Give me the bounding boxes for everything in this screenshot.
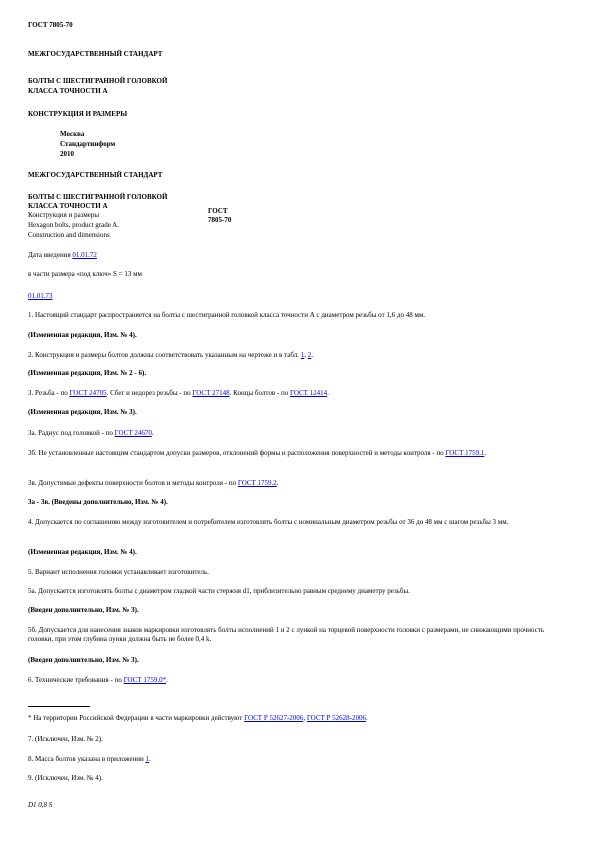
gost-1759-0-link[interactable]: ГОСТ 1759.0* — [123, 676, 167, 684]
paragraph-3-note: (Измененная редакция, Изм. № 3). — [28, 408, 137, 416]
paragraph-3a: 3а. Радиус под головкой - по ГОСТ 24670. — [28, 429, 154, 437]
paragraph-1: 1. Настоящий стандарт распространяется на болты с шестигранной головкой класса точности А с диаметром резьбы от 1,6 до 48 мм. — [28, 311, 426, 319]
gost-1759-2-link[interactable]: ГОСТ 1759.2 — [237, 479, 277, 487]
paragraph-5b-note: (Введен дополнительно, Изм. № 3). — [28, 656, 139, 664]
intro-date-link[interactable]: 01.01.72 — [72, 251, 97, 259]
paragraph-2-note: (Измененная редакция, Изм. № 2 - 6). — [28, 369, 147, 377]
intro-date — [28, 251, 97, 260]
year: 2010 — [60, 150, 74, 158]
paragraph-5a: 5а. Допускается изготовлять болты с диаметром гладкой части стержня d1, приблизительно равным среднему диаметру резьбы. — [28, 587, 410, 595]
appendix-1-link[interactable]: 1 — [145, 755, 150, 763]
paragraph-4: 4. Допускается по соглашению между изготовителем и потребителем изготовлять болты с номинальным диаметром резьбы от 36 до 48 мм с шагом резьбы 3 мм. — [28, 518, 509, 526]
title-line-1: БОЛТЫ С ШЕСТИГРАННОЙ ГОЛОВКОЙ — [28, 77, 168, 85]
paragraph-6: 6. Технические требования - по ГОСТ 1759.0*. — [28, 676, 168, 684]
gost-number: 7805-70 — [208, 216, 232, 224]
size-note: в части размера «под ключ» S = 13 мм — [28, 270, 142, 278]
city: Москва — [60, 130, 85, 138]
figure-caption: D1 0,8 S — [28, 801, 53, 809]
paragraph-5b: 5б. Допускается для нанесения знаков маркировки изготовлять болты исполнений 1 и 2 с лункой на торцевой поверхности головки с размерами, не снижающими прочность головки, при этом глубина лунки должна быть не более 0,4 k. — [28, 626, 545, 643]
standard-type: МЕЖГОСУДАРСТВЕННЫЙ СТАНДАРТ — [28, 50, 163, 58]
gost-r-52628-link[interactable]: ГОСТ Р 52628-2006 — [306, 714, 366, 722]
table-2-link[interactable]: 2 — [307, 351, 312, 359]
footnote: * На территории Российской Федерации в части маркировки действуют ГОСТ Р 52627-2006, ГОСТ Р 52628-2006. — [28, 714, 368, 722]
paragraph-9: 9. (Исключен, Изм. № 4). — [28, 774, 103, 782]
publisher: Стандартинформ — [60, 140, 116, 148]
gost-24705-link[interactable]: ГОСТ 24705 — [69, 389, 107, 397]
paragraph-8: 8. Масса болтов указана в приложении 1. — [28, 755, 151, 763]
intro-date-label: Дата введения — [28, 251, 73, 259]
gost-24670-link[interactable]: ГОСТ 24670 — [114, 429, 152, 437]
subtitle: КОНСТРУКЦИЯ И РАЗМЕРЫ — [28, 110, 128, 118]
gost-r-52627-link[interactable]: ГОСТ Р 52627-2006 — [244, 714, 304, 722]
title-block-line-3: Конструкция и размеры — [28, 211, 100, 219]
paragraph-3v: 3в. Допустимые дефекты поверхности болтов и методы контроля - по ГОСТ 1759.2. — [28, 479, 279, 487]
paragraph-3b: 3б. Не установленные настоящим стандартом допуски размеров, отклонений формы и расположения поверхностей и методы контроля - по ГОСТ 1759.1. — [28, 449, 487, 457]
title-line-2: КЛАССА ТОЧНОСТИ А — [28, 87, 108, 95]
standard-type-2: МЕЖГОСУДАРСТВЕННЫЙ СТАНДАРТ — [28, 171, 163, 179]
footnote-divider — [28, 706, 90, 707]
paragraph-3-range-note: 3а - 3в. (Введены дополнительно, Изм. № 4). — [28, 498, 168, 506]
paragraph-2: 2. Конструкция и размеры болтов должны соответствовать указанным на чертеже и в табл. 1, 2. — [28, 351, 313, 359]
date-link-line — [28, 292, 53, 301]
paragraph-1-note: (Измененная редакция, Изм. № 4). — [28, 331, 137, 339]
gost-12414-link[interactable]: ГОСТ 12414 — [289, 389, 328, 397]
date-2-link[interactable]: 01.01.73 — [28, 292, 53, 300]
title-block-line-2: КЛАССА ТОЧНОСТИ А — [28, 202, 108, 210]
paragraph-7: 7. (Исключен, Изм. № 2). — [28, 735, 103, 743]
gost-27148-link[interactable]: ГОСТ 27148 — [192, 389, 230, 397]
gost-1759-1-link[interactable]: ГОСТ 1759.1 — [445, 449, 485, 457]
paragraph-5a-note: (Введен дополнительно, Изм. № 3). — [28, 606, 139, 614]
paragraph-5: 5. Вариант исполнения головки устанавливает изготовитель. — [28, 568, 209, 576]
table-1-link[interactable]: 1 — [300, 351, 305, 359]
title-block-line-1: БОЛТЫ С ШЕСТИГРАННОЙ ГОЛОВКОЙ — [28, 193, 168, 201]
paragraph-4-note: (Измененная редакция, Изм. № 4). — [28, 548, 137, 556]
gost-label: ГОСТ — [208, 207, 228, 215]
paragraph-3: 3. Резьба - по ГОСТ 24705. Сбег и недорез резьбы - по ГОСТ 27148. Концы болтов - по ГОСТ 12414. — [28, 389, 329, 397]
english-title-line-1: Hexagon bolts, product grade A. — [28, 221, 119, 229]
document-code: ГОСТ 7805-70 — [28, 21, 73, 29]
english-title-line-2: Construction and dimensions — [28, 231, 110, 239]
